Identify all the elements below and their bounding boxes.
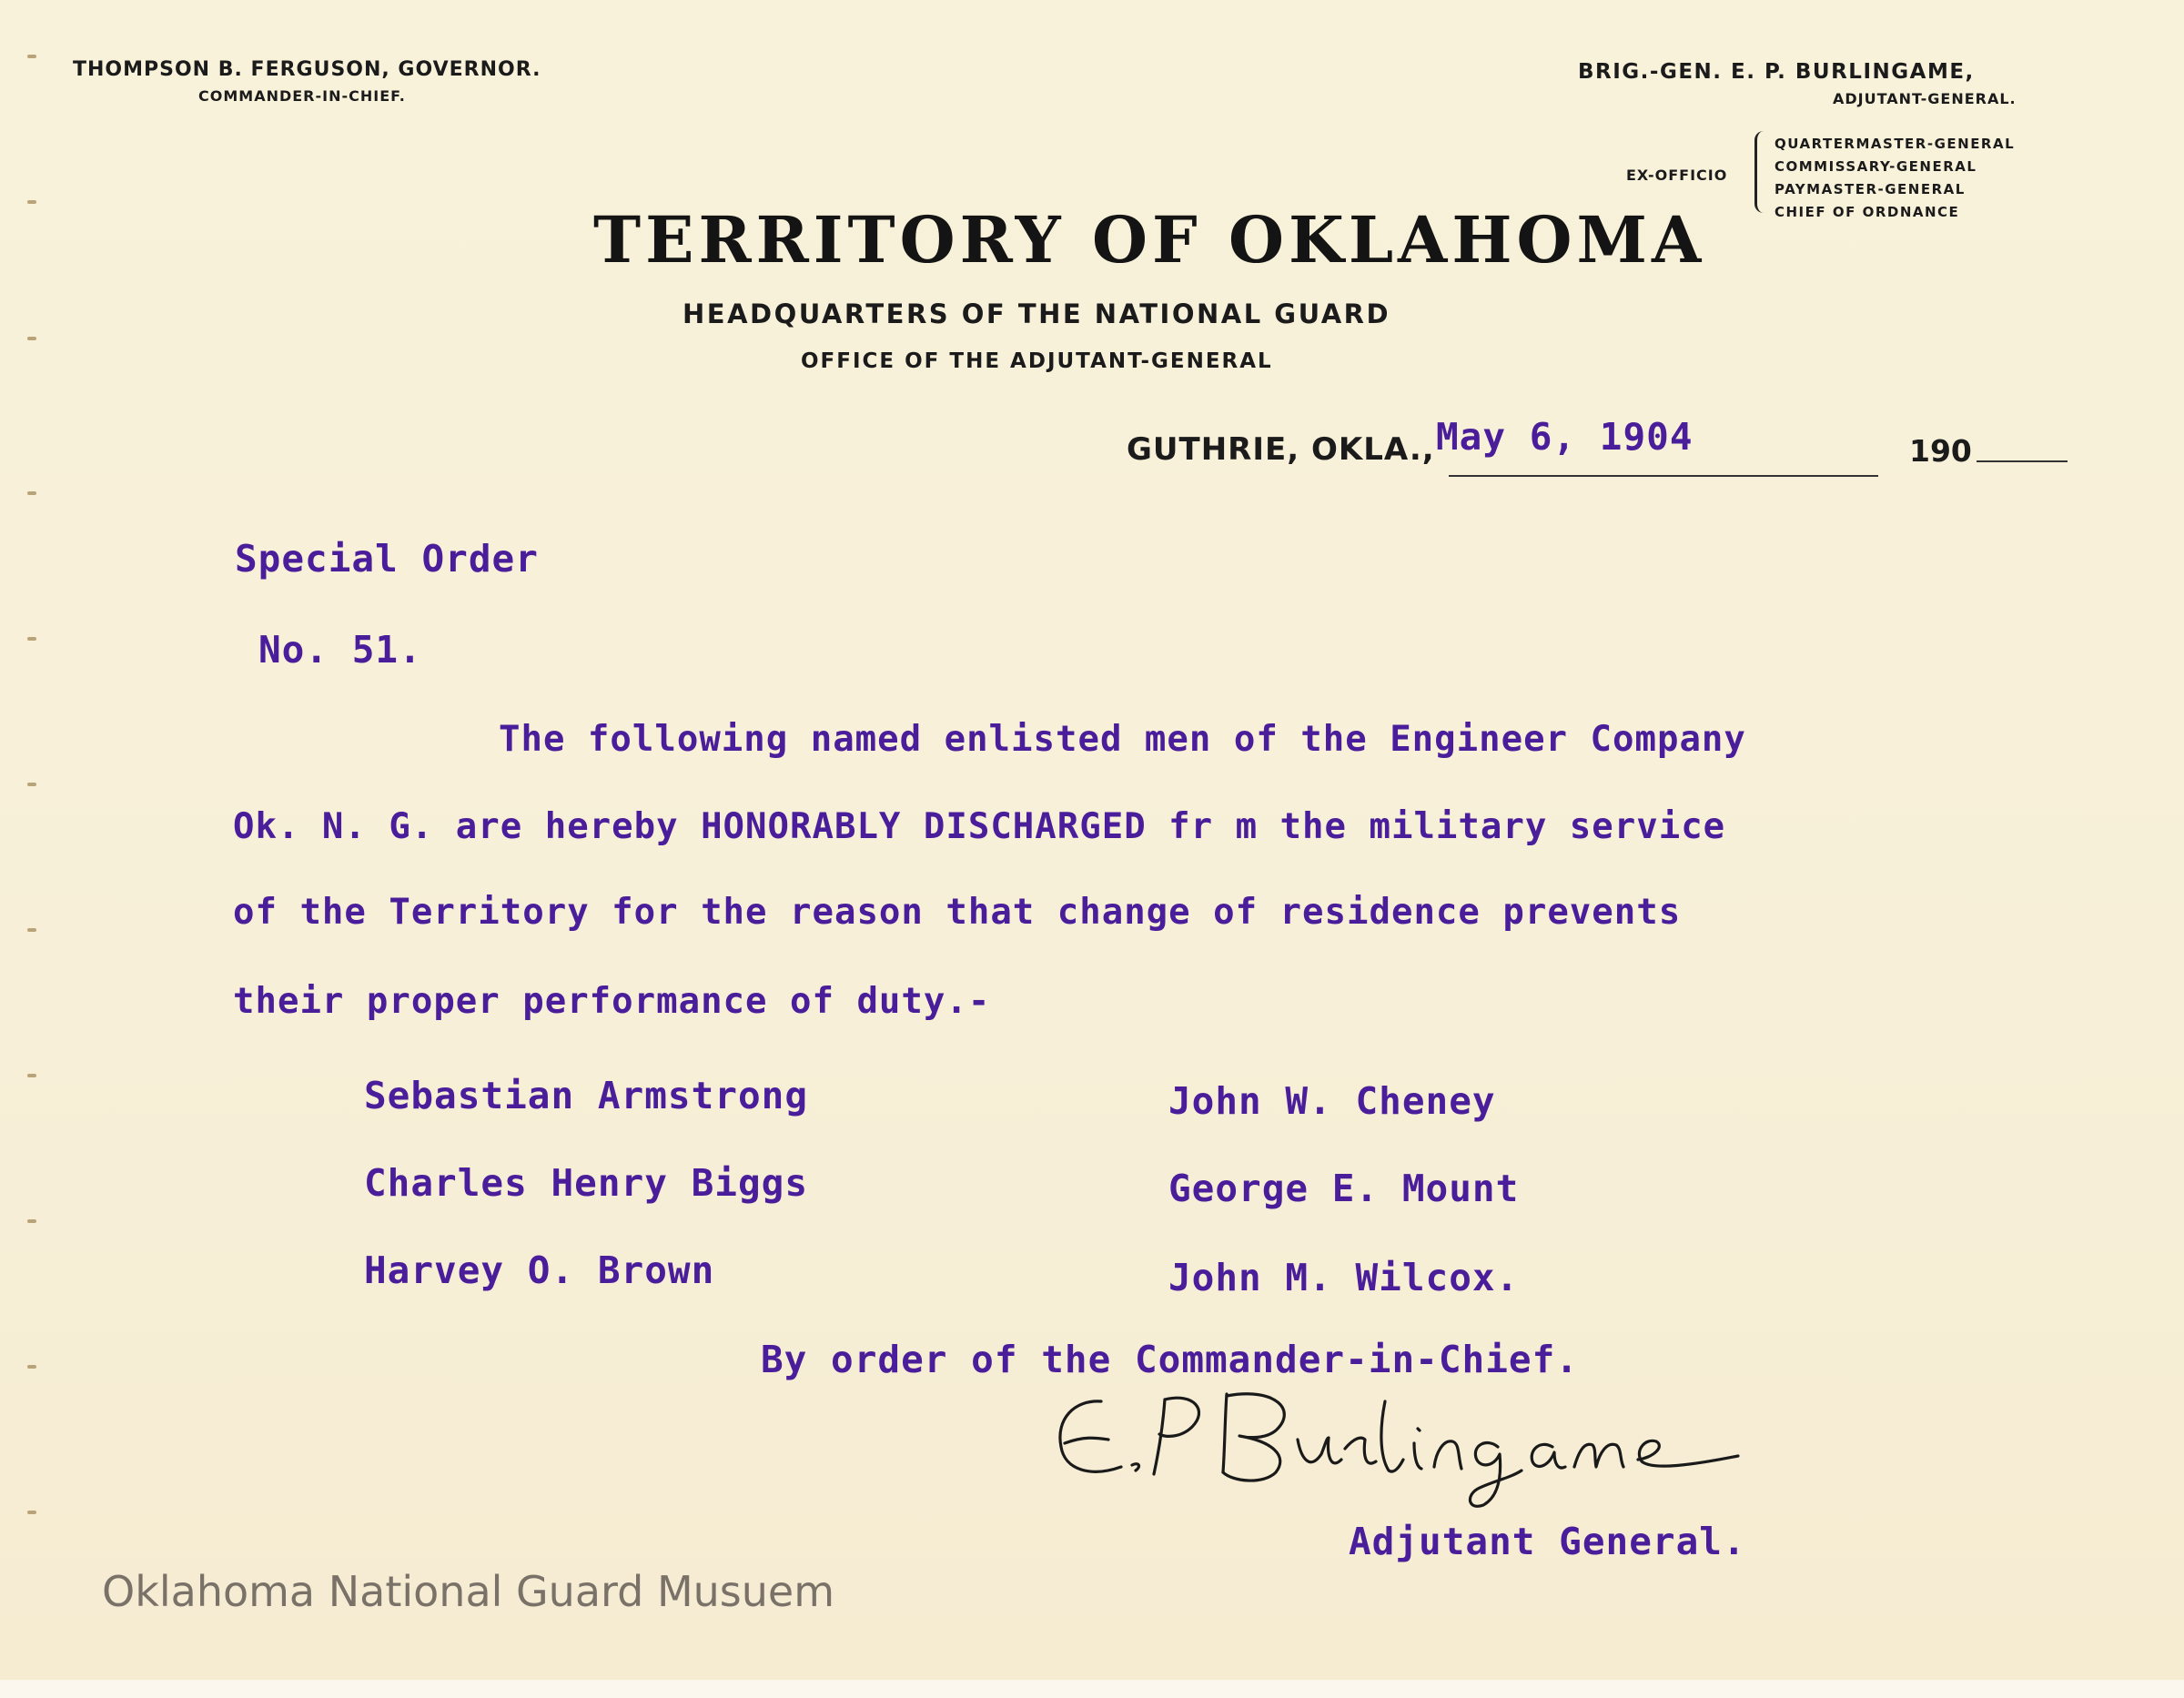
year-rule: [1977, 460, 2068, 462]
governor-name: THOMPSON B. FERGUSON, GOVERNOR.: [73, 58, 541, 81]
discharged-name: John M. Wilcox.: [1168, 1256, 1520, 1299]
letterhead-title: TERRITORY OF OKLAHOMA: [593, 202, 1706, 278]
body-line: their proper performance of duty.-: [233, 981, 991, 1022]
brace-icon: [1754, 131, 1770, 213]
ex-officio-role: PAYMASTER-GENERAL: [1774, 181, 1966, 197]
ex-officio-role: QUARTERMASTER-GENERAL: [1774, 136, 2016, 152]
museum-watermark: Oklahoma National Guard Musuem: [102, 1567, 835, 1616]
letterhead-subtitle: HEADQUARTERS OF THE NATIONAL GUARD: [682, 298, 1391, 329]
discharged-name: Sebastian Armstrong: [364, 1074, 808, 1117]
paper-edge-wear: [27, 55, 64, 1602]
ex-officio-role: COMMISSARY-GENERAL: [1774, 158, 1977, 175]
place-line: GUTHRIE, OKLA.,: [1127, 431, 1435, 468]
closing-line: By order of the Commander-in-Chief.: [761, 1338, 1579, 1381]
discharged-name: John W. Cheney: [1168, 1079, 1496, 1123]
order-number: No. 51.: [258, 628, 422, 672]
signature: [1037, 1383, 1856, 1520]
letterhead-office: OFFICE OF THE ADJUTANT-GENERAL: [801, 349, 1273, 373]
adjutant-general-name: BRIG.-GEN. E. P. BURLINGAME,: [1578, 60, 1975, 84]
discharged-name: Harvey O. Brown: [364, 1248, 715, 1292]
signer-title: Adjutant General.: [1349, 1520, 1746, 1563]
discharged-name: George E. Mount: [1168, 1167, 1520, 1210]
body-line: of the Territory for the reason that change of residence prevents: [233, 892, 1682, 933]
letter-date: May 6, 1904: [1436, 415, 1694, 459]
body-line: Ok. N. G. are hereby HONORABLY DISCHARGED fr m the military service: [233, 806, 1726, 847]
ex-officio-roles: [1774, 133, 2015, 224]
ex-officio-label: EX-OFFICIO: [1626, 167, 1728, 184]
governor-title: COMMANDER-IN-CHIEF.: [198, 87, 406, 105]
scan-border: [0, 1680, 2184, 1698]
body-line: The following named enlisted men of the Engineer Company: [499, 719, 1746, 760]
discharged-name: Charles Henry Biggs: [364, 1161, 808, 1205]
year-prefix: 190: [1909, 433, 1972, 469]
ex-officio-role: CHIEF OF ORDNANCE: [1774, 204, 1960, 220]
date-rule: [1449, 475, 1878, 477]
order-label: Special Order: [235, 537, 539, 581]
adjutant-general-title: ADJUTANT-GENERAL.: [1833, 90, 2017, 107]
